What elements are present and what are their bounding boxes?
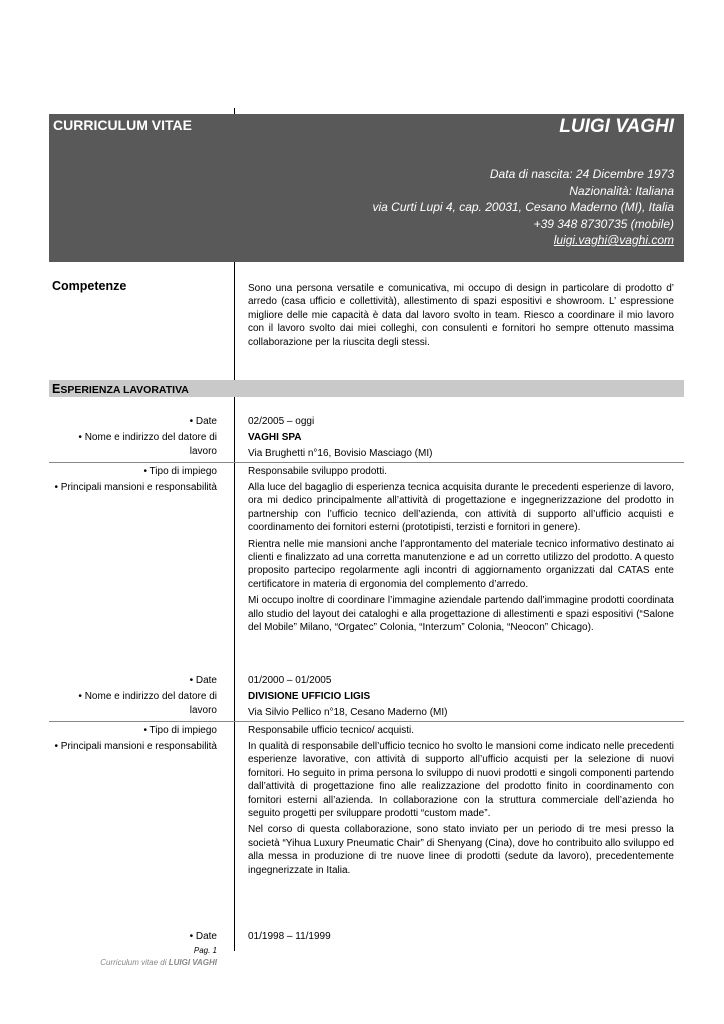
job1-type-label: • Tipo di impiego <box>143 466 217 477</box>
cv-header <box>49 114 684 262</box>
competenze-text: Sono una persona versatile e comunicativa, mi occupo di design in particolare di prodotto d’ arredo (casa ufficio e collettività), allestimento di spazi espositivi e showroom. L’ espressione migliore delle mie capacità è data dal lavoro svolto in team. Riesco a coordinare il mio lavoro con il lavoro svolto dai miei colleghi, con consulenti e fornitori ho sempre ottenuto massima collaborazione per la riuscita degli stessi. <box>248 283 674 348</box>
email-link[interactable]: luigi.vaghi@vaghi.com <box>553 233 674 247</box>
job2-paragraph: In qualità di responsabile dell’ufficio tecnico ho svolto le mansioni come indicato nelle precedenti esperienze lavorative, con attività di supporto all’ufficio acquisti per la selezione di nuovi fornitori. Ho seguito in prima persona lo sviluppo di nuovi prodotti e singoli componenti partendo dall’attività di progettazione fino alle realizzazione del prodotto finito in coordinamento con fornitori esterni all’azienda. In collaborazione con la struttura commerciale dell’azienda ho seguito progetti per sviluppare prodotti “custom made”. <box>248 741 674 820</box>
divider <box>49 462 684 463</box>
person-name: LUIGI VAGHI <box>559 116 674 137</box>
job1-employer-label-2: lavoro <box>189 446 217 457</box>
job1-paragraph: Mi occupo inoltre di coordinare l’immagine aziendale partendo dall’immagine prodotti coordinata allo studio del layout dei cataloghi e alla progettazione di allestimenti e spazi espositivi (“Salone del Mobile” Milano, “Orgatec” Colonia, “Interzum” Colonia, “Neocon” Chicago). <box>248 595 674 634</box>
job2-employer-label-2: lavoro <box>189 705 217 716</box>
job1-paragraph: Rientra nelle mie mansioni anche l’approntamento del materiale tecnico informativo destinato ai clienti e finalizzato ad una corretta manutenzione e ad un corretto utilizzo del prodotto. A questo proposito partecipo regolarmente agli incontri di aggiornamento organizzati dal CATAS ente certificatore in materia di ergonomia del complemento d’arredo. <box>248 538 674 590</box>
section-title-rest: SPERIENZA LAVORATIVA <box>60 384 189 396</box>
birth-date: Data di nascita: 24 Dicembre 1973 <box>489 167 674 181</box>
job1-duties-label: • Principali mansioni e responsabilità <box>54 482 217 493</box>
nationality: Nazionalità: Italiana <box>569 183 674 198</box>
footer-cv-prefix: Curriculum vitae di <box>100 958 169 967</box>
job2-employer-label-1: • Nome e indirizzo del datore di <box>78 691 217 702</box>
job2-date-label: • Date <box>189 675 217 686</box>
footer-cv <box>100 958 217 967</box>
divider <box>49 721 684 722</box>
job3-date-label: • Date <box>189 931 217 942</box>
personal-info <box>373 166 675 249</box>
address: via Curti Lupi 4, cap. 20031, Cesano Maderno (MI), Italia <box>372 200 674 214</box>
job1-employer: VAGHI SPA <box>248 432 302 443</box>
job2-type: Responsabile ufficio tecnico/ acquisti. <box>248 725 415 736</box>
job2-duties <box>248 740 674 880</box>
section-header-experience <box>49 380 684 397</box>
job1-type: Responsabile sviluppo prodotti. <box>248 466 387 477</box>
phone: +39 348 8730735 (mobile) <box>533 216 674 231</box>
competenze-label: Competenze <box>52 279 127 293</box>
job2-type-label: • Tipo di impiego <box>143 725 217 736</box>
job1-address: Via Brughetti n°16, Bovisio Masciago (MI) <box>248 448 433 459</box>
job1-duties <box>248 481 674 637</box>
job1-date: 02/2005 – oggi <box>248 416 315 427</box>
job2-employer: DIVISIONE UFFICIO LIGIS <box>248 691 371 702</box>
job2-paragraph: Nel corso di questa collaborazione, sono stato inviato per un periodo di tre mesi presso la società “Yihua Luxury Pneumatic Chair” di Shenyang (Cina), dove ho contribuito allo sviluppo ed alla messa in produzione di tre nuove linee di prodotti (sedute da lavoro), precedentemente ingegnerizzate in Italia. <box>248 824 674 876</box>
job1-date-label: • Date <box>189 416 217 427</box>
cv-title: CURRICULUM VITAE <box>53 117 192 133</box>
page-number: Pag. 1 <box>193 946 217 955</box>
footer-cv-name: LUIGI VAGHI <box>168 958 217 967</box>
job3-date: 01/1998 – 11/1999 <box>248 931 331 942</box>
job2-duties-label: • Principali mansioni e responsabilità <box>54 741 217 752</box>
job1-employer-label-1: • Nome e indirizzo del datore di <box>78 432 217 443</box>
section-title-initial: E <box>52 382 61 396</box>
job1-paragraph: Alla luce del bagaglio di esperienza tecnica acquisita durante le precedenti esperienze di lavoro, ora mi dedico principalmente all’attività di progettazione e ingegnerizzazione del prodotto in partnership con l’ufficio tecnico dell’azienda, con attività di supporto all’ufficio acquisti e coordinamento dei fornitori esterni (prototipisti, terzisti e fornitori in genere). <box>248 482 674 534</box>
job2-address: Via Silvio Pellico n°18, Cesano Maderno (MI) <box>248 707 448 718</box>
section-title <box>52 382 189 396</box>
job2-date: 01/2000 – 01/2005 <box>248 675 332 686</box>
